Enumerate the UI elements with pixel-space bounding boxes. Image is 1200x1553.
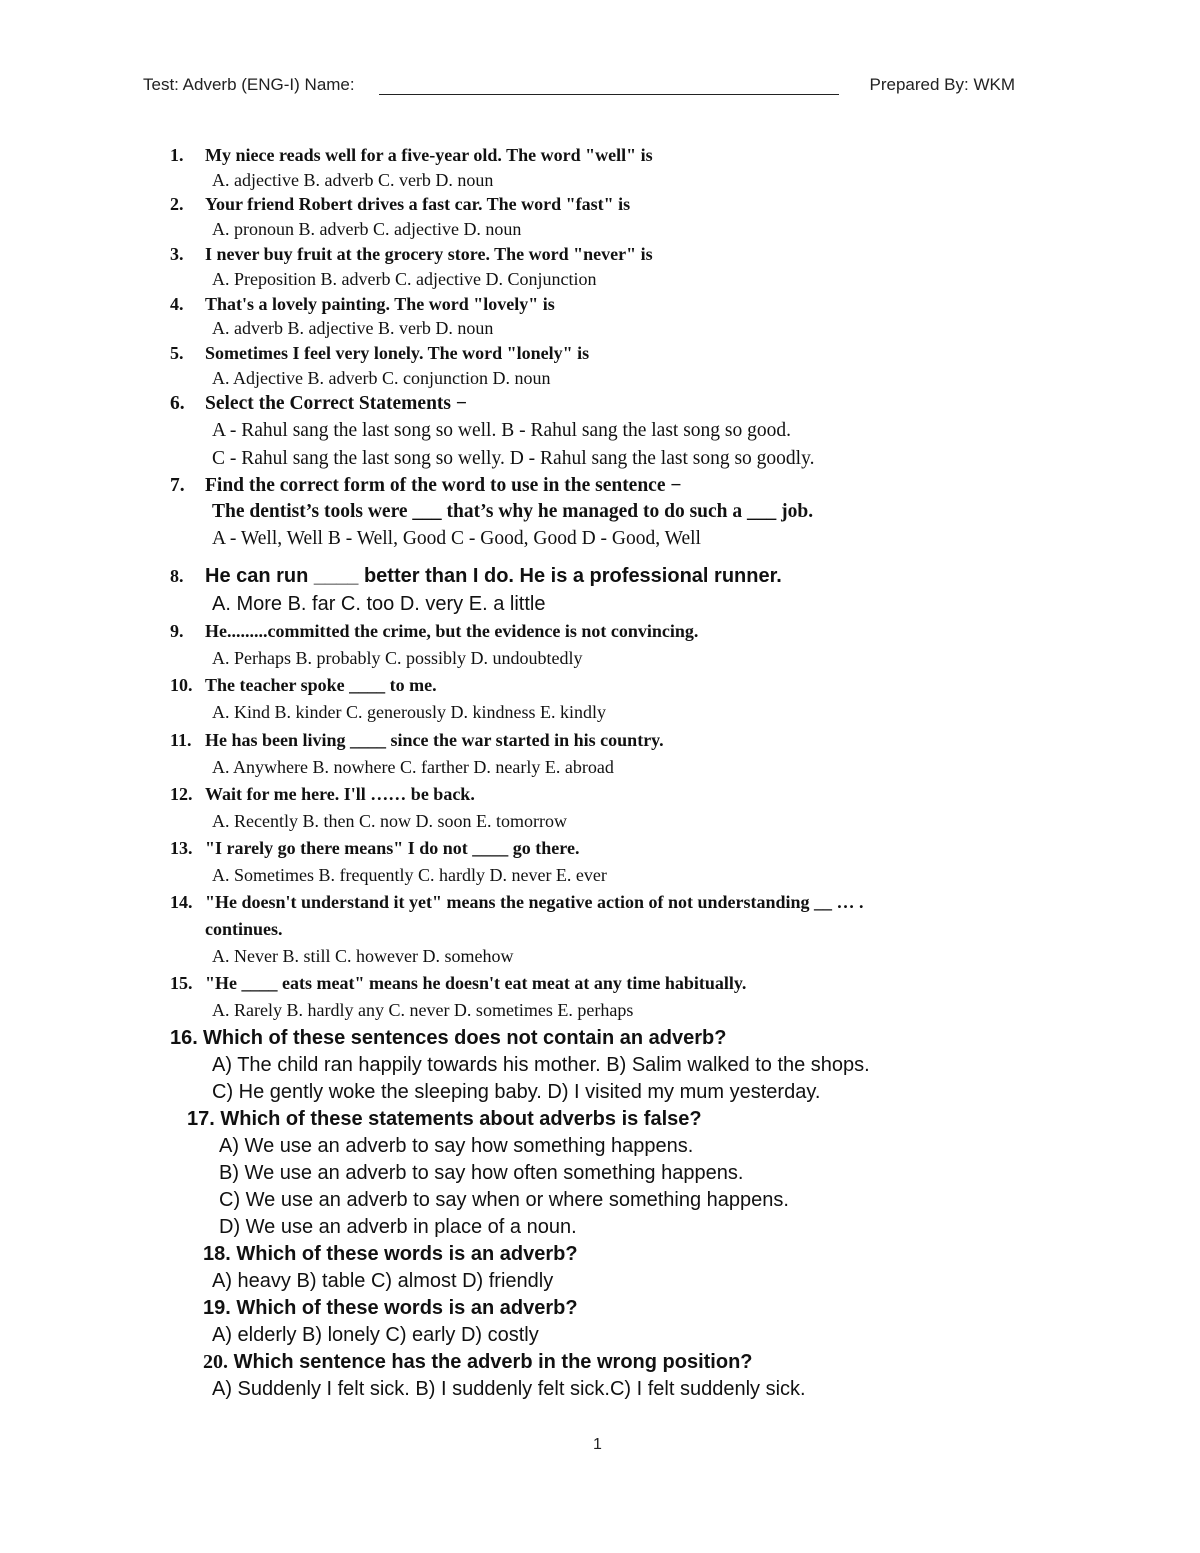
question-text: Which of these words is an adverb? <box>236 1297 578 1319</box>
question-16-option-line-2: C) He gently woke the sleeping baby. D) I visited my mum yesterday. <box>212 1081 821 1103</box>
question-6-option-line-1: A - Rahul sang the last song so well. B - Rahul sang the last song so good. <box>212 420 792 441</box>
question-text: Which of these sentences does not contain an adverb? <box>203 1027 727 1049</box>
question-text: Which of these statements about adverbs is false? <box>220 1108 702 1130</box>
question-17 <box>187 1108 702 1131</box>
question-number: 8. <box>170 566 184 586</box>
question-3 <box>170 244 653 265</box>
question-10 <box>170 675 437 696</box>
question-15 <box>170 973 746 994</box>
question-14-options: A. Never B. still C. however D. somehow <box>212 946 514 966</box>
question-number: 13. <box>170 838 193 858</box>
question-text: Select the Correct Statements − <box>205 393 467 414</box>
question-number: 10. <box>170 675 193 695</box>
question-7-sentence: The dentist’s tools were ___ that’s why he managed to do such a ___ job. <box>212 501 814 522</box>
question-9-options: A. Perhaps B. probably C. possibly D. undoubtedly <box>212 648 583 668</box>
question-11-options: A. Anywhere B. nowhere C. farther D. nearly E. abroad <box>212 757 614 777</box>
question-19-options: A) elderly B) lonely C) early D) costly <box>212 1324 539 1346</box>
question-20-options: A) Suddenly I felt sick. B) I suddenly felt sick.C) I felt suddenly sick. <box>212 1378 806 1400</box>
question-10-options: A. Kind B. kinder C. generously D. kindness E. kindly <box>212 702 606 722</box>
question-6-option-line-2: C - Rahul sang the last song so welly. D - Rahul sang the last song so goodly. <box>212 448 815 469</box>
question-number: 3. <box>170 244 184 264</box>
question-text: Wait for me here. I'll …… be back. <box>205 784 475 804</box>
question-number: 16. <box>170 1027 198 1049</box>
question-number: 4. <box>170 294 184 314</box>
question-number: 20. <box>203 1351 228 1373</box>
question-text: That's a lovely painting. The word "lovely" is <box>205 294 555 314</box>
question-number: 11. <box>170 730 192 750</box>
question-2-options: A. pronoun B. adverb C. adjective D. noun <box>212 219 522 239</box>
question-1-options: A. adjective B. adverb C. verb D. noun <box>212 170 494 190</box>
question-5 <box>170 343 589 364</box>
question-text: Sometimes I feel very lonely. The word "lonely" is <box>205 343 590 363</box>
question-text: Which of these words is an adverb? <box>236 1243 578 1265</box>
question-text: Which sentence has the adverb in the wrong position? <box>233 1351 753 1373</box>
question-number: 15. <box>170 973 193 993</box>
question-4 <box>170 294 555 315</box>
question-number: 7. <box>170 475 185 496</box>
question-16-option-line-1: A) The child ran happily towards his mother. B) Salim walked to the shops. <box>212 1054 870 1076</box>
question-text: I never buy fruit at the grocery store. The word "never" is <box>205 244 653 264</box>
question-14-continuation: continues. <box>205 919 283 939</box>
question-12-options: A. Recently B. then C. now D. soon E. tomorrow <box>212 811 567 831</box>
question-8-options: A. More B. far C. too D. very E. a little <box>212 593 546 615</box>
question-text: He.........committed the crime, but the evidence is not convincing. <box>205 621 699 641</box>
question-text: "I rarely go there means" I do not ____ go there. <box>205 838 580 858</box>
question-12 <box>170 784 475 805</box>
question-number: 12. <box>170 784 193 804</box>
question-text: My niece reads well for a five-year old. The word "well" is <box>205 145 653 165</box>
question-18 <box>203 1243 578 1266</box>
page-number: 1 <box>593 1436 602 1453</box>
question-20 <box>203 1351 753 1374</box>
question-number: 1. <box>170 145 184 165</box>
question-text: He has been living ____ since the war started in his country. <box>205 730 664 750</box>
question-9 <box>170 621 698 642</box>
question-13 <box>170 838 579 859</box>
question-15-options: A. Rarely B. hardly any C. never D. sometimes E. perhaps <box>212 1000 634 1020</box>
question-number: 18. <box>203 1243 231 1265</box>
question-text: He can run ____ better than I do. He is a professional runner. <box>205 565 782 587</box>
question-number: 2. <box>170 194 184 214</box>
question-13-options: A. Sometimes B. frequently C. hardly D. never E. ever <box>212 865 607 885</box>
question-3-options: A. Preposition B. adverb C. adjective D. Conjunction <box>212 269 597 289</box>
page-header <box>143 74 1023 100</box>
question-text: Your friend Robert drives a fast car. The word "fast" is <box>205 194 631 214</box>
question-7-options: A - Well, Well B - Well, Good C - Good, Good D - Good, Well <box>212 528 701 549</box>
question-text: Find the correct form of the word to use in the sentence − <box>205 475 682 496</box>
question-number: 9. <box>170 621 184 641</box>
question-14 <box>170 892 864 913</box>
question-text: The teacher spoke ____ to me. <box>205 675 437 695</box>
question-18-options: A) heavy B) table C) almost D) friendly <box>212 1270 554 1292</box>
question-text: "He doesn't understand it yet" means the negative action of not understanding __ … . <box>205 892 864 912</box>
question-number: 14. <box>170 892 193 912</box>
question-17-option-c: C) We use an adverb to say when or where something happens. <box>219 1189 789 1211</box>
question-17-option-d: D) We use an adverb in place of a noun. <box>219 1216 577 1238</box>
question-5-options: A. Adjective B. adverb C. conjunction D. noun <box>212 368 551 388</box>
question-7 <box>170 475 681 497</box>
question-number: 19. <box>203 1297 231 1319</box>
question-17-option-a: A) We use an adverb to say how something happens. <box>219 1135 694 1157</box>
question-6 <box>170 393 467 415</box>
question-17-option-b: B) We use an adverb to say how often something happens. <box>219 1162 744 1184</box>
question-2 <box>170 194 630 215</box>
header-test-name-label: Test: Adverb (ENG-I) Name: <box>143 75 355 94</box>
question-8 <box>170 565 782 588</box>
question-1 <box>170 145 653 166</box>
question-number: 6. <box>170 393 185 414</box>
question-text: "He ____ eats meat" means he doesn't eat meat at any time habitually. <box>205 973 747 993</box>
question-19 <box>203 1297 578 1320</box>
name-field-line[interactable] <box>379 74 839 95</box>
question-16 <box>170 1027 726 1050</box>
question-number: 17. <box>187 1108 215 1130</box>
question-11 <box>170 730 664 751</box>
question-number: 5. <box>170 343 184 363</box>
header-prepared-by: Prepared By: WKM <box>869 75 1015 94</box>
question-4-options: A. adverb B. adjective B. verb D. noun <box>212 318 494 338</box>
